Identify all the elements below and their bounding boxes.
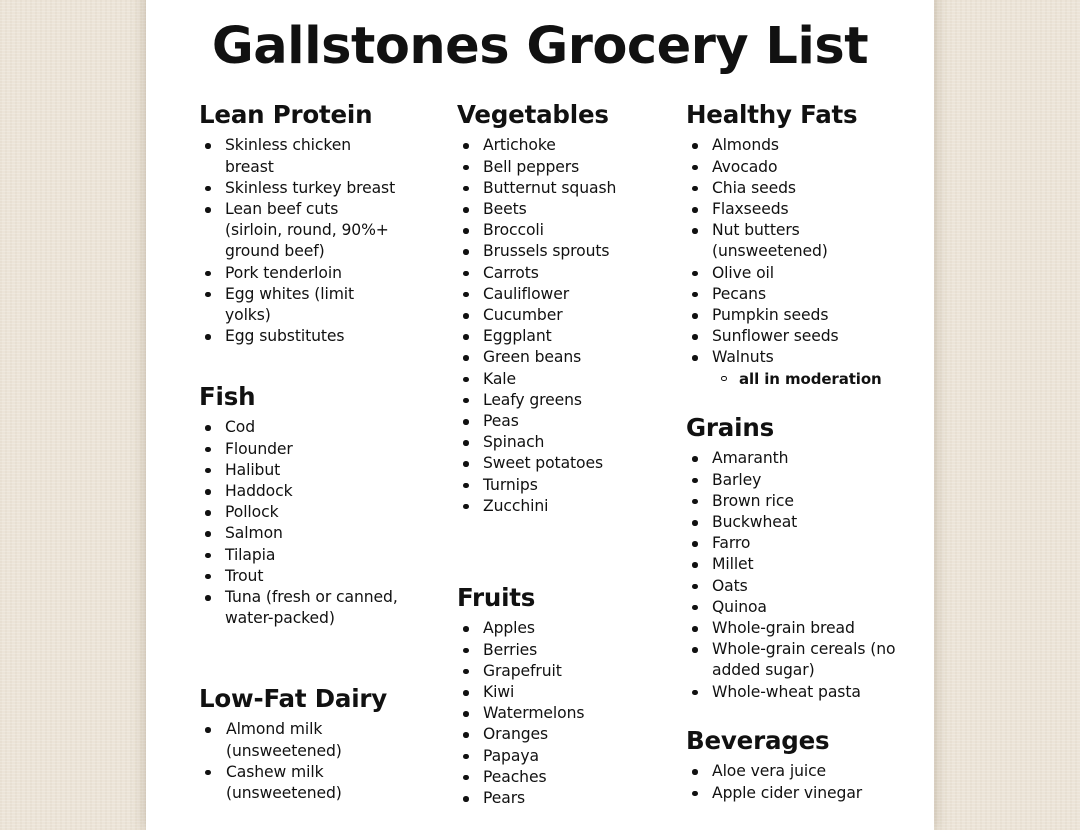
list-item: Tuna (fresh or canned, water-packed): [199, 587, 414, 629]
list-item: Barley: [686, 470, 896, 491]
section-heading: Fish: [199, 382, 256, 411]
list-item: Pumpkin seeds: [686, 305, 921, 326]
list-item: Sunflower seeds: [686, 326, 921, 347]
list-item: Broccoli: [457, 220, 662, 241]
list-item: Walnuts: [686, 347, 921, 368]
list-item: Haddock: [199, 481, 414, 502]
list-item: Cauliflower: [457, 284, 662, 305]
list-item: Oats: [686, 576, 896, 597]
list-item: Kiwi: [457, 682, 662, 703]
list-item: Almonds: [686, 135, 921, 156]
list-item: Artichoke: [457, 135, 662, 156]
list-item: Bell peppers: [457, 157, 662, 178]
list-item: Flaxseeds: [686, 199, 921, 220]
section-healthy-fats: [686, 100, 921, 390]
list-item: Butternut squash: [457, 178, 662, 199]
list-item: Pork tenderloin: [199, 263, 399, 284]
section-fish: [199, 382, 414, 629]
list-item: Millet: [686, 554, 896, 575]
list-item: Amaranth: [686, 448, 896, 469]
section-heading: Low-Fat Dairy: [199, 684, 388, 713]
list-item: Egg whites (limit yolks): [199, 284, 399, 326]
section-vegetables: [457, 100, 662, 517]
section-heading: Vegetables: [457, 100, 609, 129]
section-heading: Healthy Fats: [686, 100, 858, 129]
list-item: Pollock: [199, 502, 414, 523]
item-list: [686, 448, 896, 702]
grocery-list-page: [146, 0, 934, 830]
list-item: Cucumber: [457, 305, 662, 326]
item-list: [199, 719, 369, 804]
page-title: Gallstones Grocery List: [211, 17, 869, 76]
list-item: Pears: [457, 788, 662, 809]
list-item: Green beans: [457, 347, 662, 368]
moderation-note: all in moderation: [686, 369, 921, 390]
section-heading: Lean Protein: [199, 100, 373, 129]
section-beverages: [686, 726, 911, 804]
list-item: Almond milk (unsweetened): [199, 719, 369, 761]
item-list: [686, 761, 911, 803]
list-item: Leafy greens: [457, 390, 662, 411]
list-item: Carrots: [457, 263, 662, 284]
section-heading: Beverages: [686, 726, 830, 755]
section-grains: [686, 413, 896, 703]
section-lean-protein: [199, 100, 399, 347]
list-item: Brown rice: [686, 491, 896, 512]
list-item: Peas: [457, 411, 662, 432]
list-item: Berries: [457, 640, 662, 661]
item-list: [199, 417, 414, 629]
list-item: Sweet potatoes: [457, 453, 662, 474]
list-item: Turnips: [457, 475, 662, 496]
list-item: Flounder: [199, 439, 414, 460]
list-item: Watermelons: [457, 703, 662, 724]
list-item: Apples: [457, 618, 662, 639]
list-item: Tilapia: [199, 545, 414, 566]
list-item: Pecans: [686, 284, 921, 305]
list-item: Skinless chicken breast: [199, 135, 399, 177]
list-item: Egg substitutes: [199, 326, 399, 347]
list-item: Lean beef cuts (sirloin, round, 90%+ ground beef): [199, 199, 399, 263]
list-item: Eggplant: [457, 326, 662, 347]
list-item: Trout: [199, 566, 414, 587]
list-item: Halibut: [199, 460, 414, 481]
list-item: Beets: [457, 199, 662, 220]
list-item: Aloe vera juice: [686, 761, 911, 782]
list-item: Cashew milk (unsweetened): [199, 762, 369, 804]
list-item: Whole-grain bread: [686, 618, 896, 639]
list-item: Whole-grain cereals (no added sugar): [686, 639, 896, 681]
section-fruits: [457, 583, 662, 809]
list-item: Zucchini: [457, 496, 662, 517]
item-list: [686, 135, 921, 389]
list-item: Farro: [686, 533, 896, 554]
list-item: Spinach: [457, 432, 662, 453]
list-item: Cod: [199, 417, 414, 438]
list-item: Kale: [457, 369, 662, 390]
section-heading: Grains: [686, 413, 774, 442]
list-item: Chia seeds: [686, 178, 921, 199]
list-item: Apple cider vinegar: [686, 783, 911, 804]
list-item: Papaya: [457, 746, 662, 767]
list-item: Skinless turkey breast: [199, 178, 399, 199]
list-item: Brussels sprouts: [457, 241, 662, 262]
list-item: Oranges: [457, 724, 662, 745]
list-item: Avocado: [686, 157, 921, 178]
list-item: Olive oil: [686, 263, 921, 284]
list-item: Buckwheat: [686, 512, 896, 533]
item-list: [199, 135, 399, 347]
section-heading: Fruits: [457, 583, 536, 612]
section-low-fat-dairy: [199, 684, 388, 804]
list-item: Grapefruit: [457, 661, 662, 682]
item-list: [457, 135, 662, 517]
list-item: Whole-wheat pasta: [686, 682, 896, 703]
list-item: Peaches: [457, 767, 662, 788]
list-item: Salmon: [199, 523, 414, 544]
item-list: [457, 618, 662, 809]
list-item: Nut butters (unsweetened): [686, 220, 822, 262]
list-item: Quinoa: [686, 597, 896, 618]
